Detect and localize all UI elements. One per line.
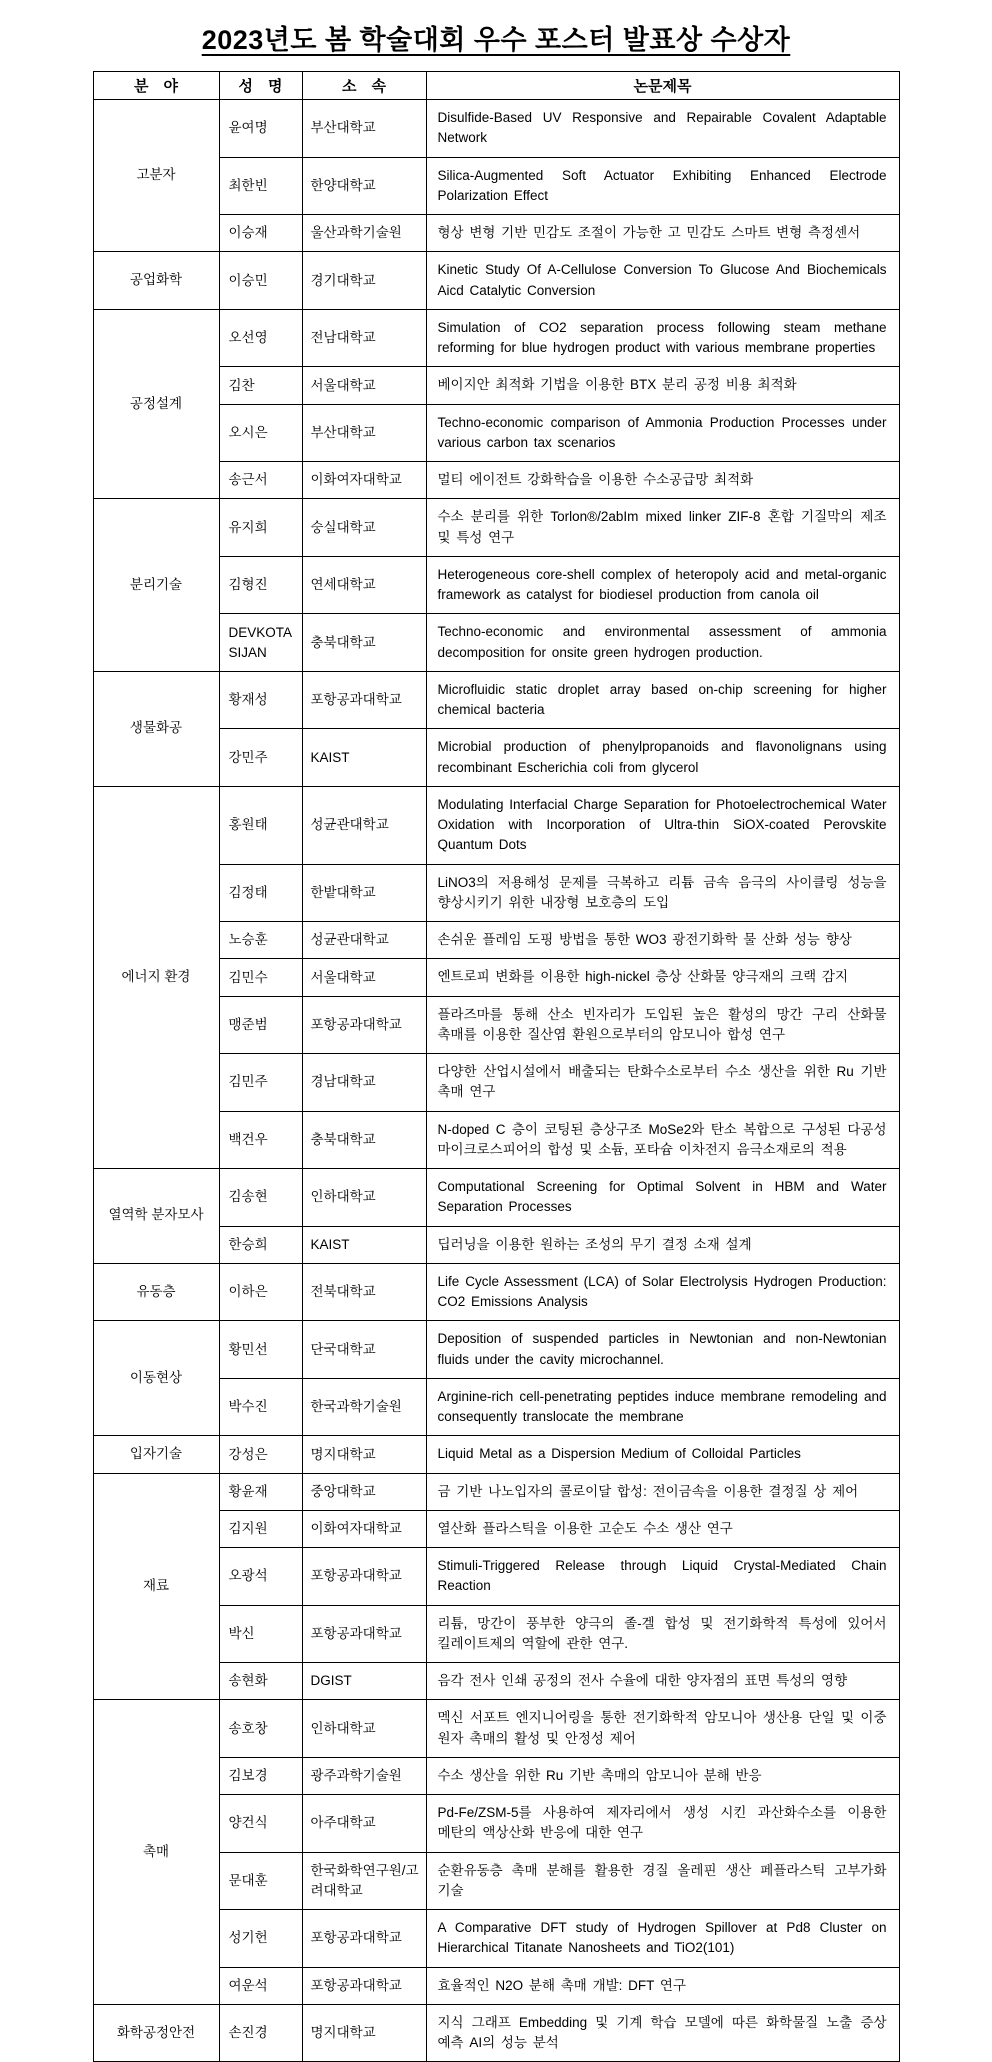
- name-cell: 백건우: [219, 1111, 302, 1169]
- affiliation-cell: 부산대학교: [302, 100, 426, 158]
- paper-title-cell: Simulation of CO2 separation process following steam methane reforming for blue hydrogen product with various membrane properties: [426, 309, 899, 367]
- table-row: [93, 786, 899, 864]
- name-cell: 김민주: [219, 1054, 302, 1112]
- name-cell: 성기헌: [219, 1910, 302, 1968]
- name-cell: 황민선: [219, 1321, 302, 1379]
- name-cell: 오시은: [219, 404, 302, 462]
- affiliation-cell: 아주대학교: [302, 1795, 426, 1853]
- affiliation-cell: 포항공과대학교: [302, 1605, 426, 1663]
- table-row: [93, 499, 899, 557]
- name-cell: 박수진: [219, 1378, 302, 1436]
- header-field: 분 야: [93, 72, 219, 100]
- affiliation-cell: 울산과학기술원: [302, 215, 426, 252]
- paper-title-cell: 금 기반 나노입자의 콜로이달 합성: 전이금속을 이용한 결정질 상 제어: [426, 1473, 899, 1510]
- affiliation-cell: 충북대학교: [302, 1111, 426, 1169]
- field-cell: 입자기술: [93, 1436, 219, 1473]
- name-cell: 김형진: [219, 556, 302, 614]
- affiliation-cell: 경기대학교: [302, 252, 426, 310]
- paper-title-cell: Techno-economic comparison of Ammonia Production Processes under various carbon tax scenarios: [426, 404, 899, 462]
- affiliation-cell: 광주과학기술원: [302, 1757, 426, 1794]
- field-cell: 공업화학: [93, 252, 219, 310]
- name-cell: 이승재: [219, 215, 302, 252]
- page-title: 2023년도 봄 학술대회 우수 포스터 발표상 수상자: [201, 25, 791, 55]
- paper-title-cell: Microbial production of phenylpropanoids and flavonolignans using recombinant Escherichia coli from glycerol: [426, 729, 899, 787]
- paper-title-cell: 수소 분리를 위한 Torlon®/2abIm mixed linker ZIF-8 혼합 기질막의 제조 및 특성 연구: [426, 499, 899, 557]
- name-cell: 이하은: [219, 1263, 302, 1321]
- paper-title-cell: 다양한 산업시설에서 배출되는 탄화수소로부터 수소 생산을 위한 Ru 기반 촉매 연구: [426, 1054, 899, 1112]
- affiliation-cell: 전남대학교: [302, 309, 426, 367]
- name-cell: 김민수: [219, 959, 302, 996]
- name-cell: 김송현: [219, 1169, 302, 1227]
- affiliation-cell: 숭실대학교: [302, 499, 426, 557]
- paper-title-cell: Microfluidic static droplet array based on-chip screening for higher chemical bacteria: [426, 671, 899, 729]
- field-cell: 고분자: [93, 100, 219, 252]
- table-row: [93, 100, 899, 158]
- affiliation-cell: KAIST: [302, 729, 426, 787]
- table-row: [93, 309, 899, 367]
- paper-title-cell: 플라즈마를 통해 산소 빈자리가 도입된 높은 활성의 망간 구리 산화물 촉매를 이용한 질산염 환원으로부터의 암모니아 합성 연구: [426, 996, 899, 1054]
- paper-title-cell: 멕신 서포트 엔지니어링을 통한 전기화학적 암모니아 생산용 단일 및 이중 원자 촉매의 활성 및 안정성 제어: [426, 1700, 899, 1758]
- name-cell: 여운석: [219, 1967, 302, 2004]
- affiliation-cell: 한국과학기술원: [302, 1378, 426, 1436]
- table-row: [93, 1473, 899, 1510]
- field-cell: 공정설계: [93, 309, 219, 499]
- paper-title-cell: 형상 변형 기반 민감도 조절이 가능한 고 민감도 스마트 변형 측정센서: [426, 215, 899, 252]
- name-cell: 박신: [219, 1605, 302, 1663]
- affiliation-cell: 경남대학교: [302, 1054, 426, 1112]
- awards-table: [93, 71, 900, 2062]
- paper-title-cell: Heterogeneous core-shell complex of heteropoly acid and metal-organic framework as catalyst for biodiesel production from canola oil: [426, 556, 899, 614]
- affiliation-cell: 충북대학교: [302, 614, 426, 672]
- field-cell: 촉매: [93, 1700, 219, 2005]
- field-cell: 이동현상: [93, 1321, 219, 1436]
- field-cell: 에너지 환경: [93, 786, 219, 1168]
- affiliation-cell: 포항공과대학교: [302, 1910, 426, 1968]
- name-cell: 한승희: [219, 1226, 302, 1263]
- field-cell: 화학공정안전: [93, 2004, 219, 2062]
- name-cell: DEVKOTA SIJAN: [219, 614, 302, 672]
- affiliation-cell: 포항공과대학교: [302, 1548, 426, 1606]
- affiliation-cell: 한밭대학교: [302, 864, 426, 922]
- header-name: 성 명: [219, 72, 302, 100]
- paper-title-cell: Computational Screening for Optimal Solvent in HBM and Water Separation Processes: [426, 1169, 899, 1227]
- name-cell: 황윤재: [219, 1473, 302, 1510]
- name-cell: 손진경: [219, 2004, 302, 2062]
- name-cell: 김지원: [219, 1510, 302, 1547]
- name-cell: 황재성: [219, 671, 302, 729]
- affiliation-cell: 부산대학교: [302, 404, 426, 462]
- table-body: [93, 100, 899, 2062]
- paper-title-cell: Pd-Fe/ZSM-5를 사용하여 제자리에서 생성 시킨 과산화수소를 이용한 메탄의 액상산화 반응에 대한 연구: [426, 1795, 899, 1853]
- table-header: [93, 72, 899, 100]
- name-cell: 윤여명: [219, 100, 302, 158]
- name-cell: 이승민: [219, 252, 302, 310]
- paper-title-cell: Arginine-rich cell-penetrating peptides induce membrane remodeling and consequently translocate the membrane: [426, 1378, 899, 1436]
- name-cell: 노승훈: [219, 922, 302, 959]
- name-cell: 최한빈: [219, 157, 302, 215]
- affiliation-cell: KAIST: [302, 1226, 426, 1263]
- name-cell: 강민주: [219, 729, 302, 787]
- paper-title-cell: 딥러닝을 이용한 원하는 조성의 무기 결정 소재 설계: [426, 1226, 899, 1263]
- header-paper-title: 논문제목: [426, 72, 899, 100]
- paper-title-cell: 수소 생산을 위한 Ru 기반 촉매의 암모니아 분해 반응: [426, 1757, 899, 1794]
- paper-title-cell: Silica-Augmented Soft Actuator Exhibiting Enhanced Electrode Polarization Effect: [426, 157, 899, 215]
- paper-title-cell: 엔트로피 변화를 이용한 high-nickel 층상 산화물 양극재의 크랙 감지: [426, 959, 899, 996]
- affiliation-cell: 포항공과대학교: [302, 671, 426, 729]
- paper-title-cell: Life Cycle Assessment (LCA) of Solar Electrolysis Hydrogen Production: CO2 Emissions Analysis: [426, 1263, 899, 1321]
- paper-title-cell: Disulfide-Based UV Responsive and Repairable Covalent Adaptable Network: [426, 100, 899, 158]
- affiliation-cell: 전북대학교: [302, 1263, 426, 1321]
- table-row: [93, 671, 899, 729]
- paper-title-cell: Modulating Interfacial Charge Separation for Photoelectrochemical Water Oxidation with Incorporation of Ultra-thin SiOX-coated Perovskite Quantum Dots: [426, 786, 899, 864]
- paper-title-cell: 손쉬운 플레임 도핑 방법을 통한 WO3 광전기화학 물 산화 성능 향상: [426, 922, 899, 959]
- table-row: [93, 1321, 899, 1379]
- header-affiliation: 소 속: [302, 72, 426, 100]
- paper-title-cell: 베이지안 최적화 기법을 이용한 BTX 분리 공정 비용 최적화: [426, 367, 899, 404]
- paper-title-cell: LiNO3의 저용해성 문제를 극복하고 리튬 금속 음극의 사이클링 성능을 향상시키기 위한 내장형 보호층의 도입: [426, 864, 899, 922]
- paper-title-cell: 열산화 플라스틱을 이용한 고순도 수소 생산 연구: [426, 1510, 899, 1547]
- affiliation-cell: 인하대학교: [302, 1169, 426, 1227]
- paper-title-cell: Techno-economic and environmental assessment of ammonia decomposition for onsite green hydrogen production.: [426, 614, 899, 672]
- affiliation-cell: 인하대학교: [302, 1700, 426, 1758]
- table-row: [93, 1169, 899, 1227]
- name-cell: 양건식: [219, 1795, 302, 1853]
- name-cell: 오선영: [219, 309, 302, 367]
- paper-title-cell: Liquid Metal as a Dispersion Medium of Colloidal Particles: [426, 1436, 899, 1473]
- paper-title-cell: 지식 그래프 Embedding 및 기계 학습 모델에 따른 화학물질 노출 증상 예측 AI의 성능 분석: [426, 2004, 899, 2062]
- affiliation-cell: 한양대학교: [302, 157, 426, 215]
- affiliation-cell: 연세대학교: [302, 556, 426, 614]
- name-cell: 유지희: [219, 499, 302, 557]
- field-cell: 생물화공: [93, 671, 219, 786]
- paper-title-cell: 효율적인 N2O 분해 촉매 개발: DFT 연구: [426, 1967, 899, 2004]
- affiliation-cell: 서울대학교: [302, 959, 426, 996]
- name-cell: 오광석: [219, 1548, 302, 1606]
- field-cell: 유동층: [93, 1263, 219, 1321]
- affiliation-cell: 서울대학교: [302, 367, 426, 404]
- affiliation-cell: 중앙대학교: [302, 1473, 426, 1510]
- affiliation-cell: 이화여자대학교: [302, 462, 426, 499]
- paper-title-cell: A Comparative DFT study of Hydrogen Spillover at Pd8 Cluster on Hierarchical Titanate Nanosheets and TiO2(101): [426, 1910, 899, 1968]
- affiliation-cell: 포항공과대학교: [302, 1967, 426, 2004]
- affiliation-cell: 단국대학교: [302, 1321, 426, 1379]
- affiliation-cell: 이화여자대학교: [302, 1510, 426, 1547]
- name-cell: 김정태: [219, 864, 302, 922]
- name-cell: 송근서: [219, 462, 302, 499]
- paper-title-cell: 음각 전사 인쇄 공정의 전사 수율에 대한 양자점의 표면 특성의 영향: [426, 1663, 899, 1700]
- field-cell: 열역학 분자모사: [93, 1169, 219, 1264]
- affiliation-cell: 한국화학연구원/고려대학교: [302, 1852, 426, 1910]
- affiliation-cell: DGIST: [302, 1663, 426, 1700]
- paper-title-cell: Kinetic Study Of A-Cellulose Conversion To Glucose And Biochemicals Aicd Catalytic Conversion: [426, 252, 899, 310]
- field-cell: 분리기술: [93, 499, 219, 672]
- affiliation-cell: 성균관대학교: [302, 786, 426, 864]
- name-cell: 문대훈: [219, 1852, 302, 1910]
- name-cell: 홍원태: [219, 786, 302, 864]
- table-row: [93, 1700, 899, 1758]
- paper-title-cell: Deposition of suspended particles in Newtonian and non-Newtonian fluids under the cavity microchannel.: [426, 1321, 899, 1379]
- paper-title-cell: Stimuli-Triggered Release through Liquid Crystal-Mediated Chain Reaction: [426, 1548, 899, 1606]
- affiliation-cell: 포항공과대학교: [302, 996, 426, 1054]
- paper-title-cell: 멀티 에이전트 강화학습을 이용한 수소공급망 최적화: [426, 462, 899, 499]
- name-cell: 송현화: [219, 1663, 302, 1700]
- paper-title-cell: 리튬, 망간이 풍부한 양극의 졸-겔 합성 및 전기화학적 특성에 있어서 킬레이트제의 역할에 관한 연구.: [426, 1605, 899, 1663]
- table-row: [93, 252, 899, 310]
- affiliation-cell: 명지대학교: [302, 2004, 426, 2062]
- paper-title-cell: N-doped C 층이 코팅된 층상구조 MoSe2와 탄소 복합으로 구성된 다공성 마이크로스피어의 합성 및 소듐, 포타슘 이차전지 음극소재로의 적용: [426, 1111, 899, 1169]
- header-row: [93, 72, 899, 100]
- table-row: [93, 1436, 899, 1473]
- name-cell: 맹준범: [219, 996, 302, 1054]
- affiliation-cell: 명지대학교: [302, 1436, 426, 1473]
- name-cell: 송호창: [219, 1700, 302, 1758]
- name-cell: 김보경: [219, 1757, 302, 1794]
- table-row: [93, 1263, 899, 1321]
- name-cell: 김찬: [219, 367, 302, 404]
- paper-title-cell: 순환유동층 촉매 분해를 활용한 경질 올레핀 생산 페플라스틱 고부가화 기술: [426, 1852, 899, 1910]
- field-cell: 재료: [93, 1473, 219, 1700]
- table-row: [93, 2004, 899, 2062]
- name-cell: 강성은: [219, 1436, 302, 1473]
- affiliation-cell: 성균관대학교: [302, 922, 426, 959]
